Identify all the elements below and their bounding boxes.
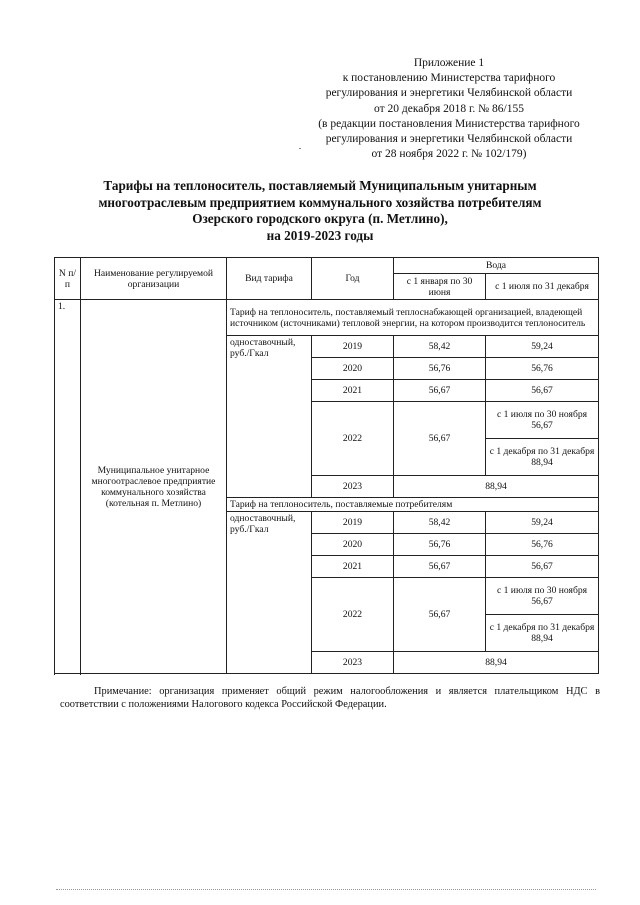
section-heading: Тариф на теплоноситель, поставляемый теплоснабжающей организацией, владеющей источником (источниками) тепловой энергии, на котором производится теплоноситель xyxy=(227,300,599,336)
header-h2: с 1 июля по 31 декабря xyxy=(486,274,599,300)
appendix-line: к постановлению Министерства тарифного xyxy=(342,72,556,85)
value-h2: 56,67 xyxy=(486,380,599,402)
organization-name: Муниципальное унитарное многоотраслевое предприятие коммунального хозяйства (котельная п. Метлино) xyxy=(81,300,227,674)
title-line: Тарифы на теплоноситель, поставляемый Муниципальным унитарным xyxy=(103,178,537,193)
value-h1: 56,76 xyxy=(394,534,486,556)
year-cell: 2019 xyxy=(312,336,394,358)
appendix-line: Приложение 1 xyxy=(413,57,485,69)
appendix-line: от 20 декабря 2018 г. № 86/155 xyxy=(374,102,524,115)
year-cell: 2021 xyxy=(312,380,394,402)
header-num: N п/п xyxy=(55,258,81,300)
value-h2: 56,67 xyxy=(486,556,599,578)
value-h2-part: с 1 июля по 30 ноября 56,67 xyxy=(486,578,599,615)
appendix-line: регулирования и энергетики Челябинской области xyxy=(325,87,573,100)
appendix-line: регулирования и энергетики Челябинской области xyxy=(325,133,573,146)
footnote xyxy=(60,685,600,711)
tariff-type: одноставочный, руб./Гкал xyxy=(227,512,312,674)
value-h1: 56,67 xyxy=(394,402,486,476)
title-line: Озерского городского округа (п. Метлино), xyxy=(192,211,448,226)
year-cell: 2022 xyxy=(312,402,394,476)
year-cell: 2020 xyxy=(312,358,394,380)
title-line: на 2019-2023 годы xyxy=(266,227,374,243)
value-h1: 58,42 xyxy=(394,512,486,534)
header-water: Вода xyxy=(394,258,599,274)
section-heading: Тариф на теплоноситель, поставляемые потребителям xyxy=(227,498,599,512)
year-cell: 2020 xyxy=(312,534,394,556)
footnote-text: Примечание: организация применяет общий режим налогообложения и является плательщиком НДС в соответствии с положениями Налогового кодекса Российской Федерации. xyxy=(60,686,600,710)
scan-mark xyxy=(299,148,301,149)
value-h2-part: с 1 декабря по 31 декабря 88,94 xyxy=(486,439,599,476)
year-cell: 2023 xyxy=(312,652,394,674)
value-h1: 56,67 xyxy=(394,578,486,652)
value-h2: 56,76 xyxy=(486,358,599,380)
value-h2: 59,24 xyxy=(486,512,599,534)
value-h2: 56,76 xyxy=(486,534,599,556)
header-year: Год xyxy=(312,258,394,300)
document-title xyxy=(60,178,580,244)
value-h1: 56,67 xyxy=(394,556,486,578)
value-h2-part: с 1 декабря по 31 декабря 88,94 xyxy=(486,615,599,652)
value-h1: 56,67 xyxy=(394,380,486,402)
title-line: многоотраслевым предприятием коммунального хозяйства потребителям xyxy=(98,194,542,210)
value-h2-part: с 1 июля по 30 ноября 56,67 xyxy=(486,402,599,439)
header-tariff-type: Вид тарифа xyxy=(227,258,312,300)
appendix-header xyxy=(284,56,614,162)
year-cell: 2019 xyxy=(312,512,394,534)
value-h1: 56,76 xyxy=(394,358,486,380)
year-cell: 2021 xyxy=(312,556,394,578)
tariff-table xyxy=(54,257,599,674)
header-org: Наименование регулируемой организации xyxy=(81,258,227,300)
value-h1: 58,42 xyxy=(394,336,486,358)
year-cell: 2023 xyxy=(312,476,394,498)
row-number: 1. xyxy=(55,300,81,674)
appendix-line: от 28 ноября 2022 г. № 102/179) xyxy=(371,148,527,161)
appendix-line: (в редакции постановления Министерства тарифного xyxy=(318,117,580,130)
value-full-year: 88,94 xyxy=(394,652,599,674)
page-bottom-rule xyxy=(56,889,596,890)
value-h2: 59,24 xyxy=(486,336,599,358)
tariff-type: одноставочный, руб./Гкал xyxy=(227,336,312,498)
header-h1: с 1 января по 30 июня xyxy=(394,274,486,300)
value-full-year: 88,94 xyxy=(394,476,599,498)
year-cell: 2022 xyxy=(312,578,394,652)
